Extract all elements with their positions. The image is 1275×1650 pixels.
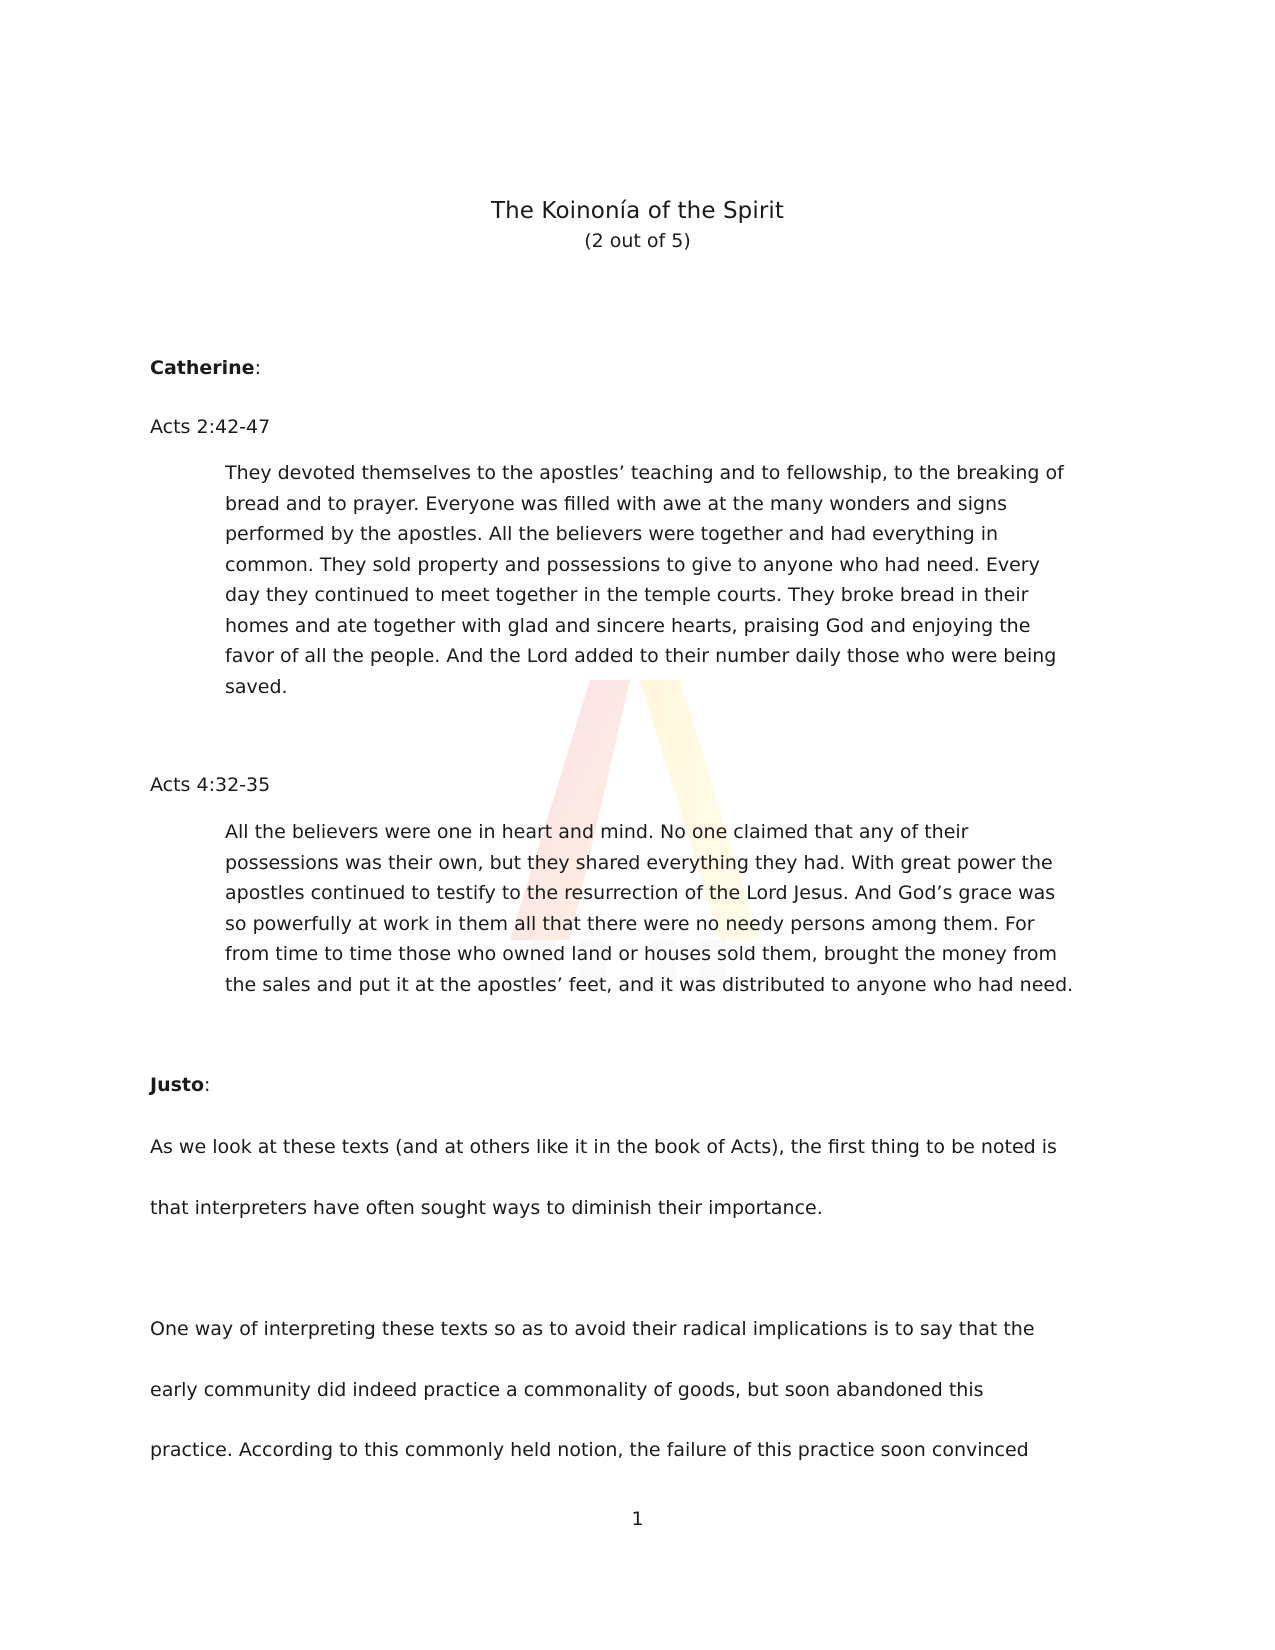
- quote-line: from time to time those who owned land or houses sold them, brought the money from: [225, 943, 1058, 965]
- quote-line: They devoted themselves to the apostles’ teaching and to fellowship, to the breaking of: [225, 462, 1064, 484]
- document-title: The Koinonía of the Spirit: [490, 198, 785, 224]
- body-paragraph: [150, 1299, 1130, 1481]
- quote-line: favor of all the people. And the Lord added to their number daily those who were being: [225, 645, 1057, 667]
- quote-line: common. They sold property and possessions to give to anyone who had need. Every: [225, 553, 1040, 576]
- body-paragraph: [150, 1117, 1130, 1238]
- scripture-quote-acts-4: [225, 817, 1125, 1000]
- quote-line: All the believers were one in heart and mind. No one claimed that any of their: [225, 821, 969, 843]
- speaker-name: Catherine: [150, 357, 255, 379]
- scripture-reference: Acts 2:42-47: [150, 416, 271, 438]
- quote-line: so powerfully at work in them all that there were no needy persons among them. For: [225, 912, 1035, 935]
- quote-line: bread and to prayer. Everyone was filled with awe at the many wonders and signs: [225, 492, 1007, 515]
- scripture-reference: Acts 4:32-35: [150, 774, 271, 796]
- quote-line: performed by the apostles. All the believers were together and had everything in: [225, 523, 999, 545]
- paragraph-line: One way of interpreting these texts so as to avoid their radical implications is to say that the: [150, 1318, 1035, 1340]
- paragraph-line: As we look at these texts (and at others like it in the book of Acts), the first thing to be noted is: [150, 1136, 1057, 1158]
- paragraph-line: practice. According to this commonly held notion, the failure of this practice soon convinced: [150, 1439, 1029, 1462]
- speaker-label-justo: [150, 1074, 210, 1096]
- scripture-quote-acts-2: [225, 458, 1125, 702]
- speaker-colon: :: [254, 357, 261, 379]
- paragraph-line: that interpreters have often sought ways to diminish their importance.: [150, 1196, 823, 1219]
- speaker-colon: :: [204, 1074, 211, 1096]
- quote-line: possessions was their own, but they shared everything they had. With great power the: [225, 851, 1053, 874]
- quote-line: homes and ate together with glad and sincere hearts, praising God and enjoying the: [225, 614, 1031, 637]
- page-number: 1: [631, 1508, 644, 1530]
- speaker-name: Justo: [150, 1074, 205, 1096]
- paragraph-line: early community did indeed practice a commonality of goods, but soon abandoned this: [150, 1378, 984, 1401]
- document-subtitle: (2 out of 5): [584, 230, 691, 252]
- quote-line: apostles continued to testify to the resurrection of the Lord Jesus. And God’s grace was: [225, 882, 1056, 904]
- quote-line: the sales and put it at the apostles’ feet, and it was distributed to anyone who had need.: [225, 973, 1074, 996]
- speaker-label-catherine: [150, 357, 261, 379]
- quote-line: day they continued to meet together in the temple courts. They broke bread in their: [225, 584, 1029, 606]
- quote-line: saved.: [225, 675, 288, 698]
